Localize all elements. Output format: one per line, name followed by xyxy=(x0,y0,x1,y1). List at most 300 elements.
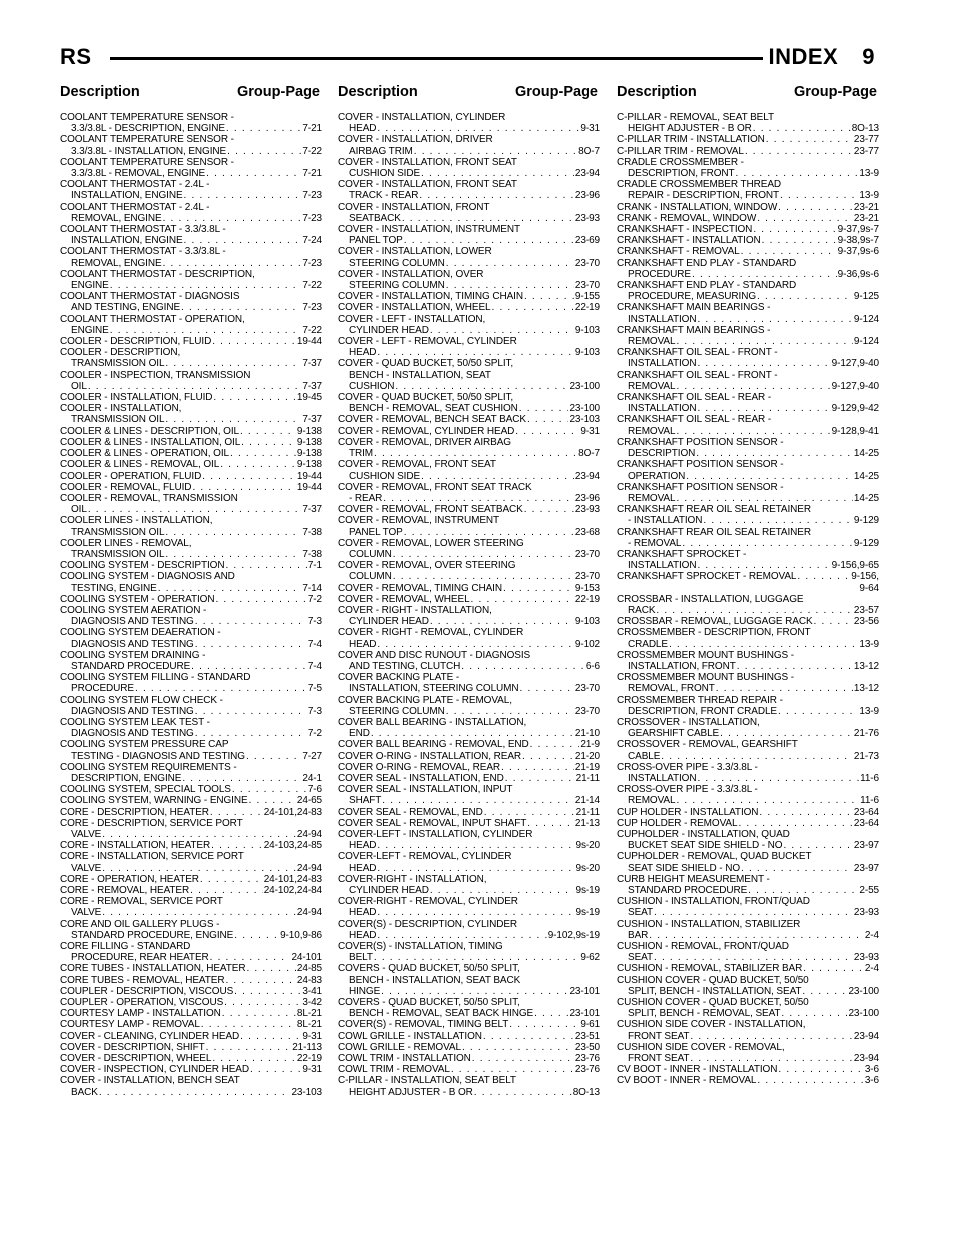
page-reference: 9-36,9s-6 xyxy=(837,268,879,280)
dot-leader xyxy=(484,807,575,818)
entry-text: COVER - INSTALLATION, TIMING CHAIN xyxy=(338,291,523,303)
entry-text: CROSSOVER - INSTALLATION, xyxy=(617,716,760,728)
dot-leader xyxy=(249,795,296,806)
entry-text: COVER BALL BEARING - INSTALLATION, xyxy=(338,716,527,728)
index-entry xyxy=(60,392,322,403)
index-entry xyxy=(338,919,600,941)
entry-text: SPLIT, BENCH - INSTALLATION, SEAT xyxy=(628,985,802,997)
index-entry xyxy=(338,874,600,896)
page-reference: 13-12 xyxy=(853,683,879,695)
dot-leader xyxy=(697,314,852,325)
index-entry xyxy=(617,179,879,201)
dot-leader xyxy=(195,639,307,650)
dot-leader xyxy=(766,134,853,145)
page-reference: 6-6 xyxy=(585,660,600,672)
entry-text: COWL TRIM - REMOVAL xyxy=(338,1064,450,1076)
page-reference: 7-4 xyxy=(307,638,322,650)
entry-text: INSTALLATION, STEERING COLUMN xyxy=(349,683,519,695)
entry-text: OIL xyxy=(71,380,87,392)
entry-text: REMOVAL, FRONT xyxy=(628,683,715,695)
index-entry xyxy=(338,807,600,818)
entry-text: CORE - REMOVAL, SERVICE PORT xyxy=(60,896,223,908)
entry-text: COOLANT TEMPERATURE SENSOR - xyxy=(60,134,234,146)
dot-leader xyxy=(402,213,574,224)
entry-text: COWL GRILLE - REMOVAL xyxy=(338,1041,461,1053)
dot-leader xyxy=(225,560,306,571)
index-entry xyxy=(617,627,879,649)
entry-text: CROSSBAR - REMOVAL, LUGGAGE RACK xyxy=(617,616,813,628)
index-entry xyxy=(617,392,879,414)
page-reference: 23-21 xyxy=(853,212,879,224)
dot-leader xyxy=(757,213,853,224)
entry-text: CYLINDER HEAD xyxy=(349,324,429,336)
dot-leader xyxy=(414,146,577,157)
index-entry xyxy=(60,885,322,896)
dot-leader xyxy=(741,246,837,257)
page-reference: 9-138 xyxy=(296,425,322,437)
page-reference: 7-24 xyxy=(302,235,322,247)
entry-text: AIRBAG TRIM xyxy=(349,145,413,157)
index-entry xyxy=(338,829,600,851)
entry-text: COOLER - REMOVAL, FLUID xyxy=(60,481,192,493)
entry-text: INSTALLATION xyxy=(628,358,697,370)
page-reference: 9-31 xyxy=(302,1030,322,1042)
page-reference: 2-55 xyxy=(859,885,879,897)
index-entry xyxy=(60,851,322,873)
index-entry xyxy=(338,1075,600,1097)
page-reference: 7-38 xyxy=(302,548,322,560)
index-entry xyxy=(617,672,879,694)
page-reference: 7-23 xyxy=(302,190,322,202)
dot-leader xyxy=(230,448,296,459)
dot-leader xyxy=(753,224,836,235)
index-entry xyxy=(617,650,879,672)
page-reference: 9s-19 xyxy=(575,907,600,919)
index-entry xyxy=(617,963,879,974)
index-entry xyxy=(60,1031,322,1042)
entry-text: CRANK - INSTALLATION, WINDOW xyxy=(617,201,778,213)
dot-leader xyxy=(737,661,853,672)
entry-text: CORE - DESCRIPTION, SERVICE PORT xyxy=(60,817,243,829)
page-reference: 21-19 xyxy=(574,761,600,773)
entry-text: COVER AND DISC RUNOUT - DIAGNOSIS xyxy=(338,649,531,661)
index-entry xyxy=(338,627,600,649)
entry-text: COVER - REMOVAL, BENCH SEAT BACK xyxy=(338,414,526,426)
dot-leader xyxy=(212,336,296,347)
index-entry xyxy=(60,269,322,291)
page-reference: 23-57 xyxy=(853,604,879,616)
entry-text: COOLER - DESCRIPTION, FLUID xyxy=(60,336,212,348)
index-entry xyxy=(60,1075,322,1097)
index-entry xyxy=(60,1019,322,1030)
page-reference: 23-94 xyxy=(853,1053,879,1065)
entry-text: STANDARD PROCEDURE xyxy=(71,660,191,672)
dot-leader xyxy=(395,381,568,392)
entry-text: COVER - QUAD BUCKET, 50/50 SPLIT, xyxy=(338,358,514,370)
index-entry xyxy=(60,1064,322,1075)
entry-text: CUPHOLDER - INSTALLATION, QUAD xyxy=(617,829,790,840)
entry-text: VALVE xyxy=(71,862,102,874)
entry-text: - REAR xyxy=(349,492,383,504)
entry-text: COOLER - REMOVAL, TRANSMISSION xyxy=(60,492,238,504)
entry-text: PROCEDURE xyxy=(71,683,134,695)
entry-text: CRANKSHAFT - INSPECTION xyxy=(617,224,753,236)
entry-text: CORE - REMOVAL, HEATER xyxy=(60,885,190,897)
index-entry xyxy=(60,807,322,818)
entry-text: COOLING SYSTEM, SPECIAL TOOLS xyxy=(60,784,231,796)
dot-leader xyxy=(527,414,569,425)
index-entry xyxy=(617,246,879,257)
index-entry xyxy=(338,157,600,179)
entry-text: COOLER & LINES - DESCRIPTION, OIL xyxy=(60,425,239,437)
entry-text: DIAGNOSIS AND TESTING xyxy=(71,705,194,717)
dot-leader xyxy=(102,829,296,840)
entry-text: INSTALLATION xyxy=(628,772,697,784)
dot-leader xyxy=(697,560,830,571)
entry-text: C-PILLAR TRIM - INSTALLATION xyxy=(617,134,765,146)
section-code: RS xyxy=(60,44,92,69)
entry-text: BENCH - INSTALLATION, SEAT BACK xyxy=(349,974,521,986)
entry-text: STEERING COLUMN xyxy=(349,705,445,717)
dot-leader xyxy=(509,1019,579,1030)
page-reference: 7-21 xyxy=(302,168,322,180)
page-reference: 13-9 xyxy=(859,705,879,717)
page-reference: 3-6 xyxy=(864,1075,879,1087)
entry-text: CRANKSHAFT MAIN BEARINGS - xyxy=(617,302,771,314)
index-entry xyxy=(60,224,322,246)
page-reference: 9-102,9s-19 xyxy=(547,929,600,941)
index-entry xyxy=(60,975,322,986)
entry-text: HEAD xyxy=(349,862,377,874)
dot-leader xyxy=(234,986,301,997)
entry-text: COVER - LEFT - REMOVAL, CYLINDER xyxy=(338,336,517,348)
dot-leader xyxy=(181,302,301,313)
page-reference: 3-41 xyxy=(302,985,322,997)
entry-text: OIL xyxy=(71,504,87,516)
entry-text: BENCH - REMOVAL, SEAT CUSHION xyxy=(349,403,518,415)
dot-leader xyxy=(220,459,296,470)
entry-text: CV BOOT - INNER - REMOVAL xyxy=(617,1075,757,1087)
dot-leader xyxy=(232,784,307,795)
entry-text: COOLING SYSTEM DEAERATION - xyxy=(60,627,221,639)
page-reference: 9-156, xyxy=(851,571,879,583)
page-reference: 23-64 xyxy=(853,806,879,818)
entry-text: STANDARD PROCEDURE xyxy=(628,885,748,897)
page-reference: 23-76 xyxy=(574,1053,600,1065)
entry-text: COOLING SYSTEM - DESCRIPTION xyxy=(60,560,225,572)
entry-text: DIAGNOSIS AND TESTING xyxy=(71,728,194,740)
index-entry xyxy=(60,134,322,156)
entry-text: INSTALLATION, ENGINE xyxy=(71,190,183,202)
page-reference: 24-83 xyxy=(296,974,322,986)
page-reference: 23-77 xyxy=(853,145,879,157)
index-entry xyxy=(338,134,600,156)
index-entry xyxy=(338,1042,600,1053)
index-entry xyxy=(60,627,322,649)
index-entry xyxy=(60,919,322,941)
dot-leader xyxy=(783,840,852,851)
page-reference: 7-1 xyxy=(307,560,322,572)
page-reference: 9-127,9-40 xyxy=(831,358,879,370)
page-reference: 23-100 xyxy=(848,985,879,997)
index-entry xyxy=(338,426,600,437)
page-reference: 7-22 xyxy=(302,324,322,336)
dot-leader xyxy=(522,751,574,762)
dot-leader xyxy=(88,381,302,392)
index-entry xyxy=(60,896,322,918)
dot-leader xyxy=(377,347,574,358)
dot-leader xyxy=(102,907,296,918)
index-entry xyxy=(338,773,600,784)
entry-text: RACK xyxy=(628,604,656,616)
entry-text: CUSHION - REMOVAL, FRONT/QUAD xyxy=(617,941,789,953)
index-entry xyxy=(338,1064,600,1075)
entry-text: CRANKSHAFT POSITION SENSOR - xyxy=(617,459,784,471)
index-entry xyxy=(60,695,322,717)
page-reference: 24-65 xyxy=(296,795,322,807)
entry-text: CV BOOT - INNER - INSTALLATION xyxy=(617,1064,778,1076)
entry-text: COOLER & LINES - OPERATION, OIL xyxy=(60,448,229,460)
description-heading: Description xyxy=(338,84,418,100)
dot-leader xyxy=(195,616,307,627)
dot-leader xyxy=(656,605,853,616)
entry-text: CUSHION SIDE xyxy=(349,168,421,180)
entry-text: COVERS - QUAD BUCKET, 50/50 SPLIT, xyxy=(338,997,520,1009)
index-entry xyxy=(617,302,879,324)
page-reference: 7-23 xyxy=(302,257,322,269)
index-entry xyxy=(60,605,322,627)
dot-leader xyxy=(483,1031,574,1042)
entry-text: VALVE xyxy=(71,907,102,919)
index-entry xyxy=(617,594,879,616)
entry-text: HEIGHT ADJUSTER - B OR xyxy=(628,123,752,135)
dot-leader xyxy=(210,952,291,963)
entry-text: DIAGNOSIS AND TESTING xyxy=(71,616,194,628)
page-reference: 9-38,9s-7 xyxy=(837,235,879,247)
entry-text: COOLANT THERMOSTAT - DIAGNOSIS xyxy=(60,291,240,303)
dot-leader xyxy=(690,1031,853,1042)
index-entry xyxy=(60,672,322,694)
dot-leader xyxy=(158,583,302,594)
entry-text: CRADLE CROSSMEMBER - xyxy=(617,156,744,168)
page-reference: 23-21 xyxy=(853,201,879,213)
dot-leader xyxy=(430,325,574,336)
index-entry xyxy=(338,650,600,672)
index-entry xyxy=(60,1008,322,1019)
index-column-3 xyxy=(617,112,879,1087)
page-reference: 9-125 xyxy=(853,291,879,303)
index-entry xyxy=(617,762,879,784)
dot-leader xyxy=(686,471,853,482)
index-entry xyxy=(617,717,879,739)
entry-text: COVERS - QUAD BUCKET, 50/50 SPLIT, xyxy=(338,963,520,975)
index-entry xyxy=(60,941,322,963)
entry-text: - INSTALLATION xyxy=(628,515,703,527)
index-entry xyxy=(60,840,322,851)
index-entry xyxy=(60,818,322,840)
page-reference: 2-4 xyxy=(864,963,879,975)
index-entry xyxy=(617,202,879,213)
index-entry xyxy=(617,975,879,997)
entry-text: COURTESY LAMP - REMOVAL xyxy=(60,1019,200,1031)
entry-text: FRONT SEAT xyxy=(628,1030,690,1042)
dot-leader xyxy=(224,997,301,1008)
index-entry xyxy=(338,112,600,134)
index-entry xyxy=(617,504,879,526)
index-entry xyxy=(338,818,600,829)
dot-leader xyxy=(184,235,302,246)
page-reference: 23-97 xyxy=(853,840,879,852)
index-entry xyxy=(338,246,600,268)
index-entry xyxy=(60,370,322,392)
index-entry xyxy=(617,784,879,806)
entry-text: COOLANT TEMPERATURE SENSOR - xyxy=(60,156,234,168)
index-entry xyxy=(617,1042,879,1064)
index-entry xyxy=(617,874,879,896)
page-reference: 23-56 xyxy=(853,616,879,628)
entry-text: COOLER & LINES - INSTALLATION, OIL xyxy=(60,436,241,448)
page-reference: 3-42 xyxy=(302,997,322,1009)
dot-leader xyxy=(246,751,301,762)
index-entry xyxy=(60,739,322,761)
index-entry xyxy=(338,941,600,963)
page-reference: 21-113 xyxy=(292,1041,322,1053)
dot-leader xyxy=(374,448,577,459)
dot-leader xyxy=(669,639,858,650)
dot-leader xyxy=(430,885,575,896)
page-reference: 23-100 xyxy=(848,1008,879,1020)
dot-leader xyxy=(234,930,279,941)
entry-text: COVER - INSPECTION, CYLINDER HEAD xyxy=(60,1064,249,1076)
entry-text: BUCKET SEAT SIDE SHIELD - NO xyxy=(628,840,783,852)
entry-text: CUP HOLDER - REMOVAL xyxy=(617,817,738,829)
index-entry xyxy=(338,1019,600,1030)
dot-leader xyxy=(374,952,580,963)
dot-leader xyxy=(377,930,546,941)
dot-leader xyxy=(697,403,830,414)
page-reference: 23-77 xyxy=(853,134,879,146)
index-entry xyxy=(338,302,600,313)
page-reference: 7-23 xyxy=(302,302,322,314)
entry-text: COOLING SYSTEM - OPERATION xyxy=(60,593,215,605)
entry-text: HINGE xyxy=(349,985,381,997)
index-entry xyxy=(60,202,322,224)
entry-text: COVER - RIGHT - INSTALLATION, xyxy=(338,604,492,616)
page-reference: 7-37 xyxy=(302,414,322,426)
dot-leader xyxy=(246,963,295,974)
entry-text: DIAGNOSIS AND TESTING xyxy=(71,638,194,650)
page-reference: 7-37 xyxy=(302,504,322,516)
entry-text: CROSSMEMBER MOUNT BUSHINGS - xyxy=(617,649,795,661)
index-entry xyxy=(617,414,879,436)
page-reference: 9-127,9-40 xyxy=(831,380,879,392)
dot-leader xyxy=(676,426,830,437)
dot-leader xyxy=(227,146,301,157)
page-reference: 24-103,24-85 xyxy=(263,840,322,852)
page-reference: 23-93 xyxy=(574,212,600,224)
entry-text: CUSHION - REMOVAL, STABILIZER BAR xyxy=(617,963,803,975)
page-reference: 23-70 xyxy=(574,257,600,269)
page-reference: 7-3 xyxy=(307,705,322,717)
entry-text: CRANKSHAFT REAR OIL SEAL RETAINER xyxy=(617,526,811,538)
index-entry xyxy=(617,224,879,235)
page-reference: 24-101,24-83 xyxy=(263,806,322,818)
index-entry xyxy=(60,571,322,593)
entry-text: REMOVAL xyxy=(628,795,676,807)
entry-text: COOLER LINES - REMOVAL, xyxy=(60,537,192,549)
page-reference: 22-19 xyxy=(574,302,600,314)
entry-text: INSTALLATION xyxy=(628,313,697,325)
entry-text: COURTESY LAMP - INSTALLATION xyxy=(60,1008,221,1020)
index-entry xyxy=(60,403,322,425)
entry-text: HEAD xyxy=(349,929,377,941)
dot-leader xyxy=(404,527,574,538)
index-entry xyxy=(338,202,600,224)
entry-text: COVER - REMOVAL, DRIVER AIRBAG xyxy=(338,436,511,448)
dot-leader xyxy=(676,795,859,806)
page-reference: 23-68 xyxy=(574,526,600,538)
page-reference: 8O-13 xyxy=(851,123,879,135)
dot-leader xyxy=(377,907,574,918)
entry-text: CUSHION SIDE COVER - REMOVAL, xyxy=(617,1041,785,1053)
page-reference: 9s-20 xyxy=(575,862,600,874)
page-reference: 7-4 xyxy=(307,660,322,672)
entry-text: COOLANT THERMOSTAT - 2.4L - xyxy=(60,179,210,191)
index-column-1 xyxy=(60,112,322,1098)
entry-text: INSTALLATION, FRONT xyxy=(628,660,736,672)
entry-text: COVER - INSTALLATION, FRONT xyxy=(338,201,490,213)
entry-text: COVER O-RING - INSTALLATION, REAR xyxy=(338,750,522,762)
entry-text: COVER - REMOVAL, INSTRUMENT xyxy=(338,515,500,527)
entry-text: COOLING SYSTEM PRESSURE CAP xyxy=(60,739,229,751)
dot-leader xyxy=(524,291,574,302)
index-entry xyxy=(338,504,600,515)
page-reference: 13-9 xyxy=(859,168,879,180)
page-reference: 8O-13 xyxy=(572,1086,600,1098)
entry-text: REMOVAL xyxy=(628,425,676,437)
entry-text: 3.3/3.8L - INSTALLATION, ENGINE xyxy=(71,145,227,157)
dot-leader xyxy=(720,728,853,739)
entry-text: COUPLER - OPERATION, VISCOUS xyxy=(60,997,224,1009)
index-entry xyxy=(60,437,322,448)
index-entry xyxy=(60,246,322,268)
entry-text: DESCRIPTION, FRONT xyxy=(628,168,735,180)
index-entry xyxy=(60,538,322,560)
dot-leader xyxy=(190,885,263,896)
page-reference: 9-124 xyxy=(853,313,879,325)
entry-text: END xyxy=(349,728,370,740)
page-reference: 23-50 xyxy=(574,1041,600,1053)
page-reference: 9-156,9-65 xyxy=(831,560,879,572)
entry-text: COVER - INSTALLATION, INSTRUMENT xyxy=(338,224,521,236)
entry-text: COOLING SYSTEM FLOW CHECK - xyxy=(60,694,223,706)
entry-text: CRANKSHAFT SPROCKET - xyxy=(617,548,747,560)
entry-text: TRANSMISSION OIL xyxy=(71,526,165,538)
page-reference: 9s-20 xyxy=(575,840,600,852)
entry-text: CYLINDER HEAD xyxy=(349,885,429,897)
index-entry xyxy=(338,751,600,762)
page-reference: 9-124 xyxy=(853,336,879,348)
dot-leader xyxy=(472,1053,574,1064)
entry-text: COVER - DESCRIPTION, WHEEL xyxy=(60,1053,212,1065)
page-reference: 9-102 xyxy=(574,638,600,650)
entry-text: CUSHION - INSTALLATION, FRONT/QUAD xyxy=(617,896,810,908)
dot-leader xyxy=(225,975,295,986)
entry-text: COVER - INSTALLATION, OVER xyxy=(338,268,484,280)
page-reference: 24-101 xyxy=(291,952,322,964)
dot-leader xyxy=(241,437,296,448)
entry-text: COOLING SYSTEM - DIAGNOSIS AND xyxy=(60,571,235,583)
